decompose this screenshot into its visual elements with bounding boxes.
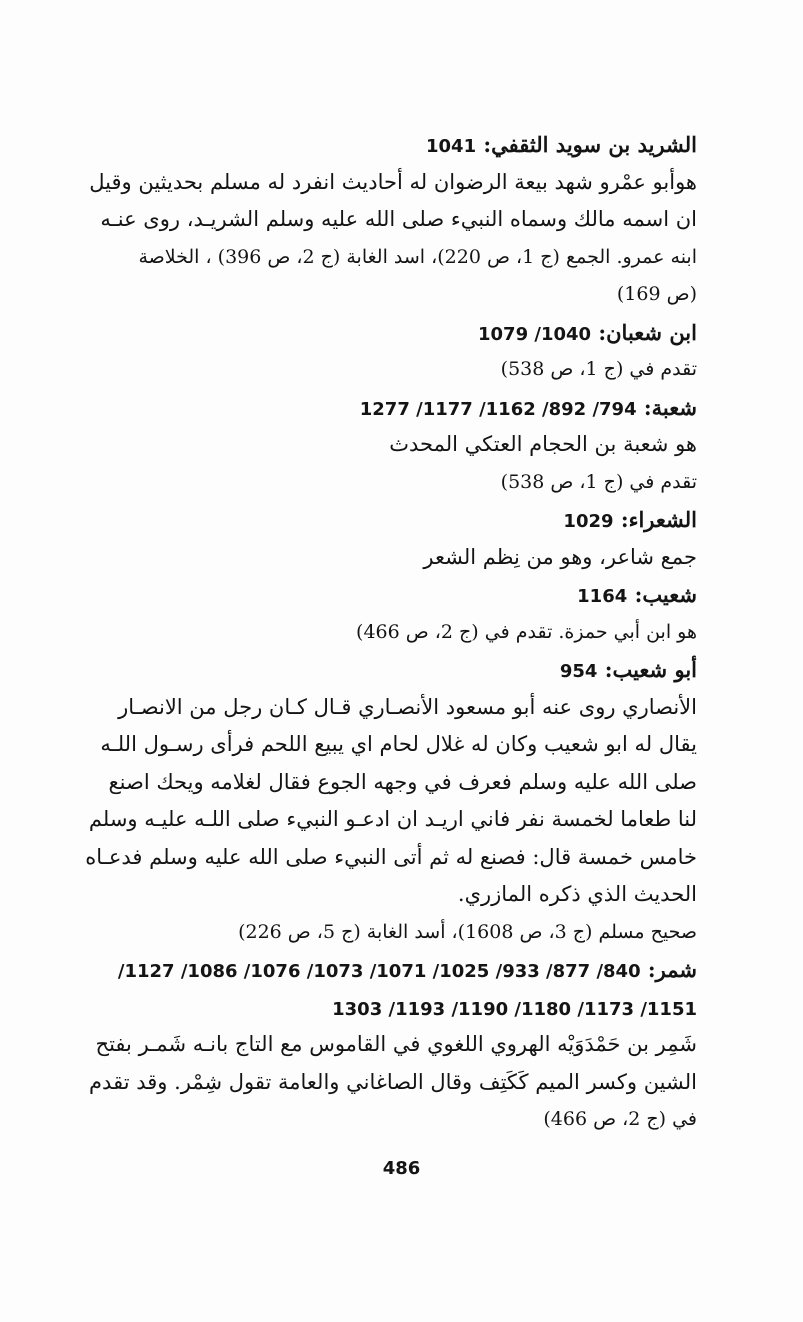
entry-heading (40, 501, 697, 539)
entry-text-line: الشين وكسر الميم كَكَتِف وقال الصاغاني والعامة تقول شِمْر. وقد تقدم (89, 1069, 697, 1094)
entry-text-line: ابنه عمرو. الجمع (ج 1، ص 220)، اسد الغابة (ج 2، ص 396) ، الخلاصة (138, 245, 697, 268)
entry-shamir (40, 951, 697, 1139)
entry-shuayb (40, 576, 697, 651)
entry-heading (40, 951, 697, 989)
entry-text-line: جمع شاعر، وهو من نِظم الشعر (423, 544, 697, 569)
entry-text-line: تقدم في (ج 1، ص 538) (500, 358, 697, 380)
entry-text-line: لنا طعاما لخمسة نفر فاني اريـد ان ادعـو النبيء صلى اللـه عليـه وسلم (88, 807, 697, 831)
entry-heading-name: شعيب: (634, 582, 697, 607)
entry-text-line: الحديث الذي ذكره المازري. (457, 882, 697, 906)
entry-ibn-shaban (40, 314, 697, 389)
entry-abu-shuayb (40, 651, 697, 951)
entry-text-line: شَمِر بن حَمْدَوَيْه الهروي اللغوي في القاموس مع التاج بانـه شَمـر بفتح (95, 1032, 697, 1056)
entry-heading-numbers: 794/ 892/ 1162/ 1177/ 1277 (359, 398, 637, 420)
entry-heading-name: شمر: (647, 957, 697, 982)
entry-text-line: هو شعبة بن الحجام العتكي المحدث (389, 432, 697, 456)
entry-heading-numbers: 840/ 877/ 933/ 1025/ 1071/ 1073/ 1076/ 1086/ 1127/ (117, 961, 641, 982)
entry-heading-numbers: 1164 (577, 586, 628, 607)
entry-heading-name: ابن شعبان: (598, 319, 697, 345)
entry-text-line: هوأبو عمْرو شهد بيعة الرضوان له أحاديث انفرد له مسلم بحديثين وقيل (89, 169, 697, 194)
entry-heading-numbers: 1029 (563, 511, 614, 532)
entry-heading (40, 389, 697, 427)
entry-al-shuara (40, 501, 697, 576)
entry-text-line: خامس خمسة قال: فصنع له ثم أتى النبيء صلى الله عليه وسلم فدعـاه (85, 844, 697, 869)
entry-heading (40, 576, 697, 614)
entry-heading-numbers-continued (40, 989, 697, 1027)
entry-heading-numbers: 954 (559, 661, 598, 682)
page-number: 486 (382, 1158, 421, 1179)
entry-heading (40, 314, 697, 352)
entry-text-line: هو ابن أبي حمزة. تقدم في (ج 2، ص 466) (356, 620, 697, 643)
entry-text-line: ان اسمه مالك وسماه النبيء صلى الله عليه وسلم الشريـد، روى عنـه (100, 207, 697, 231)
entry-text-line: صلى الله عليه وسلم فعرف في وجهه الجوع فقال لغلامه ويحك اصنع (108, 769, 697, 794)
entry-text-line: الأنصاري روى عنه أبو مسعود الأنصـاري قـال كـان رجل من الانصـار (118, 694, 697, 719)
entry-heading-numbers: 1040/ 1079 (478, 323, 592, 345)
entry-heading-name: شعبة: (643, 394, 697, 420)
entry-heading-numbers: 1041 (426, 136, 477, 157)
entry-heading-numbers: 1151/ 1173/ 1180/ 1190/ 1193/ 1303 (332, 998, 697, 1020)
entry-text-line: (ص 169) (616, 283, 697, 305)
entry-text-line: يقال له ابو شعيب وكان له غلال لحام اي يبيع اللحم فرأى رسـول اللـه (100, 732, 697, 756)
entry-text-line: صحيح مسلم (ج 3، ص 1608)، أسد الغابة (ج 5، ص 226) (238, 920, 697, 943)
page-text (40, 126, 697, 1139)
entry-heading (40, 126, 697, 164)
entry-text-line: في (ج 2، ص 466) (543, 1108, 697, 1130)
entry-heading (40, 651, 697, 689)
entry-shuba (40, 389, 697, 502)
entry-heading-name: أبو شعيب: (604, 657, 697, 682)
entry-text-line: تقدم في (ج 1، ص 538) (500, 470, 697, 493)
entry-al-sharid (40, 126, 697, 314)
entry-heading-name: الشريد بن سويد الثقفي: (483, 132, 697, 157)
entry-heading-name: الشعراء: (620, 507, 697, 532)
